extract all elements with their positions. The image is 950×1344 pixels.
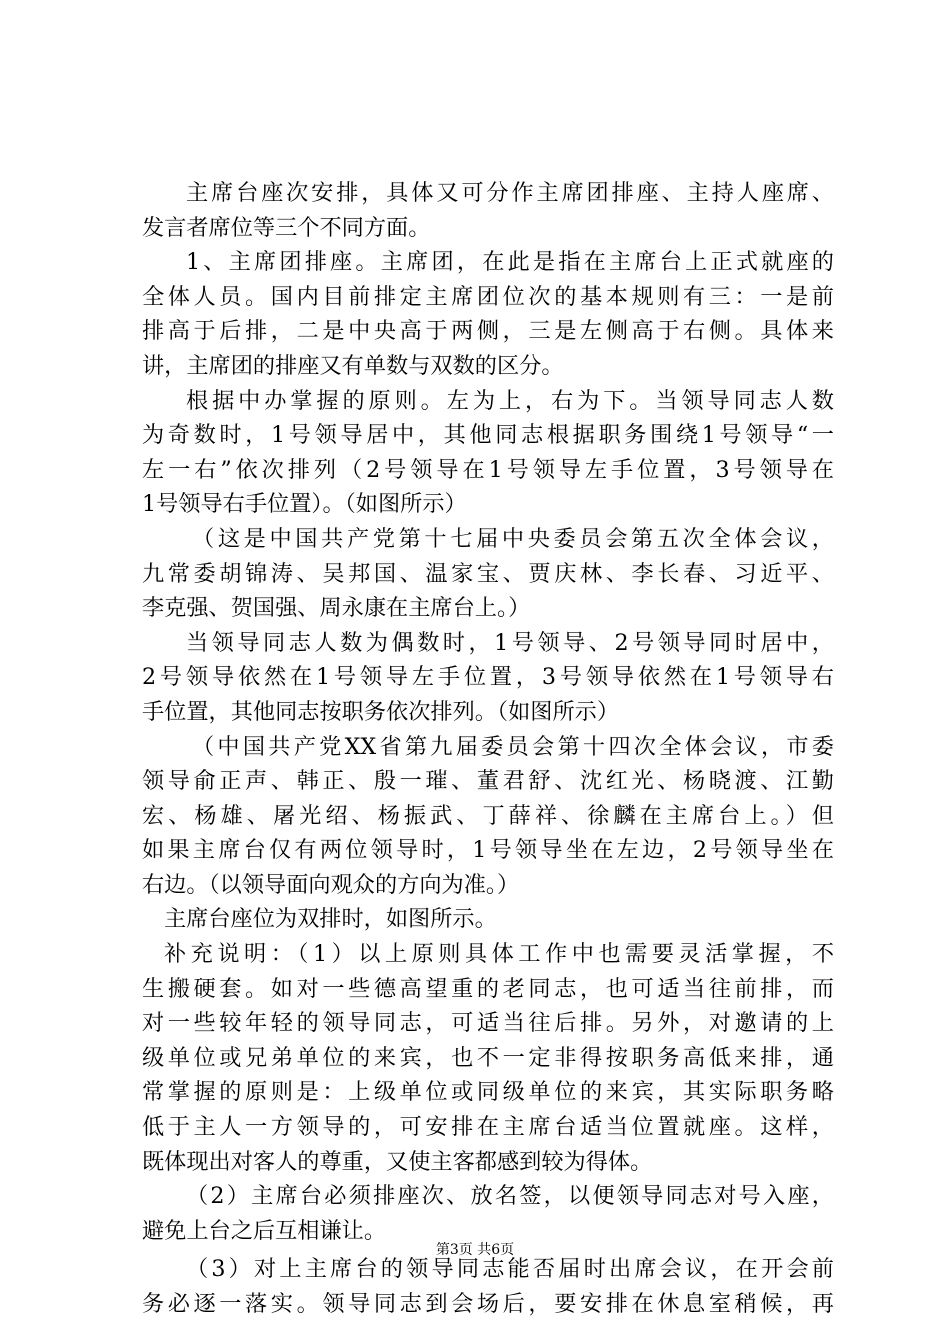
text-line: 补充说明：（1）以上原则具体工作中也需要灵活掌握，不: [164, 941, 834, 968]
text-line: 左一右”依次排列（2号领导在1号领导左手位置，3号领导在: [142, 456, 834, 483]
text-line: 主席台座次安排，具体又可分作主席团排座、主持人座席、: [186, 180, 834, 206]
text-line: 务必逐一落实。领导同志到会场后，要安排在休息室稍候，再: [142, 1291, 834, 1317]
text-line: 对一些较年轻的领导同志，可适当往后排。另外，对邀请的上: [142, 1010, 834, 1037]
text-line: （2）主席台必须排座次、放名签，以便领导同志对号入座，: [186, 1183, 834, 1210]
text-line: 根据中办掌握的原则。左为上，右为下。当领导同志人数: [186, 387, 834, 414]
text-line: （中国共产党XX省第九届委员会第十四次全体会议，市委: [192, 733, 834, 760]
text-line: 李克强、贺国强、周永康在主席台上。）: [142, 595, 531, 622]
document-body: [142, 176, 834, 1322]
text-line: 如果主席台仅有两位领导时，1号领导坐在左边，2号领导坐在: [142, 837, 834, 864]
page-number-footer: 第3页 共6页: [435, 1242, 515, 1258]
text-line: （这是中国共产党第十七届中央委员会第五次全体会议，: [192, 525, 834, 552]
text-line: 全体人员。国内目前排定主席团位次的基本规则有三：一是前: [142, 283, 834, 310]
text-line: 九常委胡锦涛、吴邦国、温家宝、贾庆林、李长春、习近平、: [142, 560, 834, 587]
text-line: 发言者席位等三个不同方面。: [142, 214, 431, 241]
text-line: 右边。（以领导面向观众的方向为准。）: [142, 871, 520, 898]
text-line: 生搬硬套。如对一些德高望重的老同志，也可适当往前排，而: [142, 975, 834, 1002]
text-line: （3）对上主席台的领导同志能否届时出席会议，在开会前: [186, 1256, 834, 1283]
text-line: 排高于后排，二是中央高于两侧，三是左侧高于右侧。具体来: [142, 318, 834, 345]
text-line: 主席台座位为双排时，如图所示。: [164, 906, 497, 933]
text-line: 1号领导右手位置）。（如图所示）: [142, 491, 467, 518]
text-line: 手位置，其他同志按职务依次排列。（如图所示）: [142, 698, 620, 725]
text-line: 2号领导依然在1号领导左手位置，3号领导依然在1号领导右: [142, 664, 834, 691]
text-line: 宏、杨雄、屠光绍、杨振武、丁薛祥、徐麟在主席台上。）但: [142, 802, 834, 829]
text-line: 既体现出对客人的尊重，又使主客都感到较为得体。: [142, 1148, 653, 1175]
text-line: 讲，主席团的排座又有单数与双数的区分。: [142, 352, 564, 379]
text-line: 为奇数时，1号领导居中，其他同志根据职务围绕1号领导“一: [142, 422, 834, 449]
text-line: 低于主人一方领导的，可安排在主席台适当位置就座。这样，: [142, 1114, 834, 1141]
text-line: 避免上台之后互相谦让。: [142, 1217, 387, 1244]
text-line: 领导俞正声、韩正、殷一璀、董君舒、沈红光、杨晓渡、江勤: [142, 768, 834, 795]
text-line: 1、主席团排座。主席团，在此是指在主席台上正式就座的: [186, 249, 834, 276]
text-line: 级单位或兄弟单位的来宾，也不一定非得按职务高低来排，通: [142, 1044, 834, 1071]
text-line: 常掌握的原则是：上级单位或同级单位的来宾，其实际职务略: [142, 1079, 834, 1106]
text-line: 当领导同志人数为偶数时，1号领导、2号领导同时居中，: [186, 629, 834, 656]
